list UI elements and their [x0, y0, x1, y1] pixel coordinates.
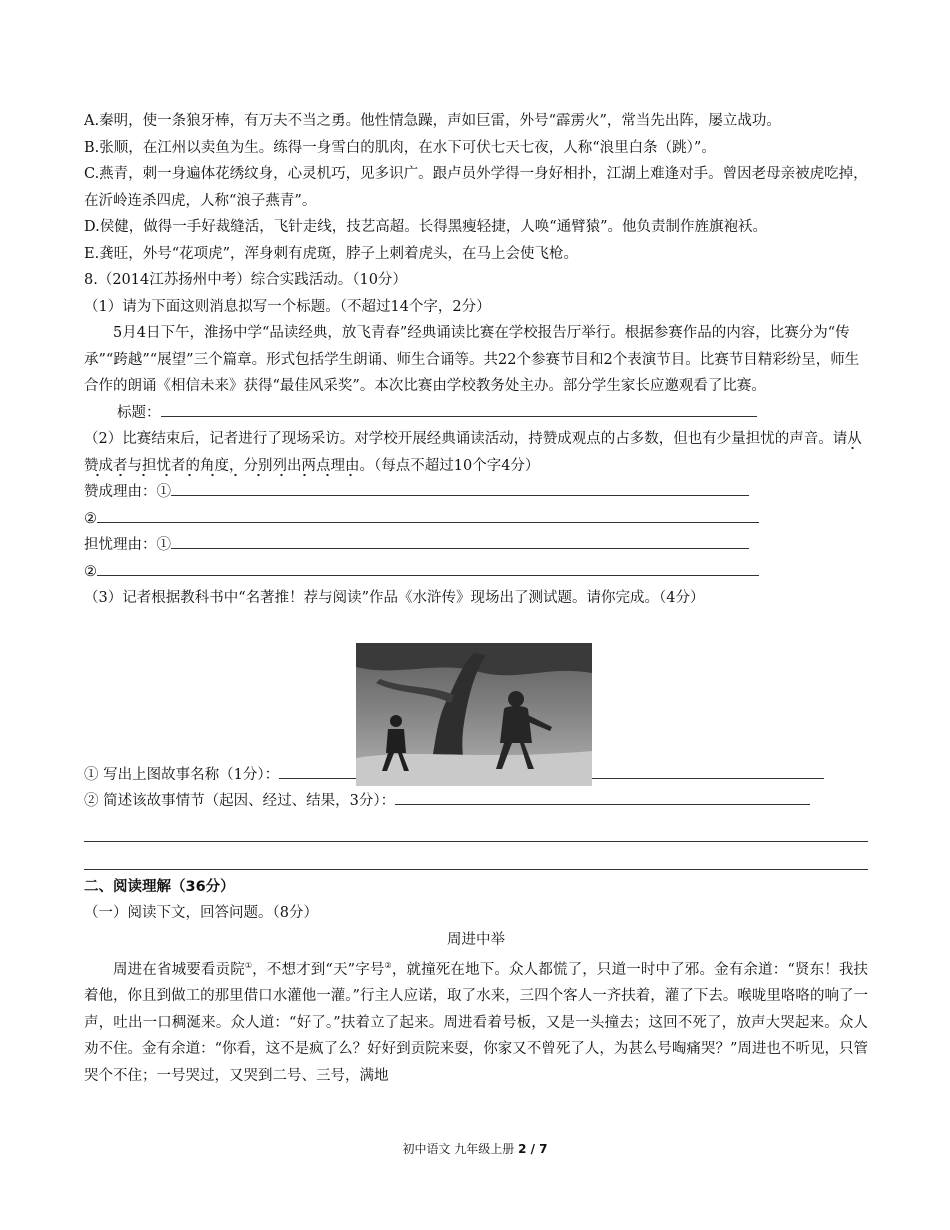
question-8-part2-prompt	[84, 426, 868, 479]
worry-label: 担忧理由：①	[84, 537, 171, 553]
worry-num-2: ②	[84, 563, 97, 580]
worry-reason-1-row	[84, 532, 868, 559]
question-8-title: 8.（2014江苏扬州中考）综合实践活动。（10分）	[84, 272, 407, 288]
support-reason-2-blank[interactable]	[97, 507, 759, 523]
option-c: C.燕青，刺一身遍体花绣纹身，心灵机巧，见多识广。跟卢员外学得一身好相扑，江湖上难逢对手。曾因老母亲被虎吃掉，在沂岭连杀四虎，人称“浪子燕青”。	[84, 166, 868, 209]
passage-paragraph	[84, 953, 868, 1089]
story-plot-line-2[interactable]	[84, 815, 868, 843]
part2-prompt-tail: 。（每点不超过10个字4分）	[359, 457, 540, 474]
support-label: 赞成理由：①	[84, 484, 171, 500]
story-name-label: ① 写出上图故事名称（1分）：	[84, 766, 280, 783]
news-passage: 5月4日下午，淮扬中学“品读经典，放飞青春”经典诵读比赛在学校报告厅举行。根据参赛作品的内容，比赛分为“传承”“跨越”“展望”三个篇章。形式包括学生朗诵、师生合诵等。共22个参赛节目和2个表演节目。比赛节目精彩纷呈，师生合作的朗诵《相信未来》获得“最佳风采奖”。本次比赛由学校教务处主办。部分学生家长应邀观看了比赛。	[84, 325, 860, 394]
worry-reason-2-blank[interactable]	[97, 560, 759, 576]
title-answer-blank[interactable]	[161, 401, 757, 417]
passage-text-1: 周进在省城要看贡院	[113, 961, 245, 978]
section-2-heading: 二、阅读理解（36分）	[84, 878, 235, 895]
part2-emphasis-text: 请从赞成者与担忧者的角度，分别列出两点理由	[84, 431, 862, 478]
page-number: 2 / 7	[518, 1142, 548, 1156]
option-d: D.侯健，做得一手好裁缝活，飞针走线，技艺高超。长得黑瘦轻捷，人唤“通臂猿”。他负责制作旌旗袍袄。	[84, 219, 768, 235]
support-num-2: ②	[84, 510, 97, 527]
footnote-marker-2: ②	[384, 961, 392, 970]
story-plot-row	[84, 788, 868, 815]
passage-text-3: ，就撞死在地下。众人都慌了，只道一时中了邪。金有余道：“贤东！我扶着他，你且到做工的那里借口水灌他一灌。”行主人应诺，取了水来，三四个客人一齐扶着，灌了下去。喉咙里咯咯的响了一声，吐出一口稠涎来。众人道：“好了。”扶着立了起来。周进看着号板，又是一头撞去；这回不死了，放声大哭起来。众人劝不住。金有余道：“你看，这不是疯了么？好好到贡院来耍，你家又不曾死了人，为甚么号啕痛哭？”周进也不听见，只管哭个不住；一号哭过，又哭到二号、三号，满地	[84, 961, 869, 1084]
title-label: 标题：	[117, 404, 161, 421]
part2-prompt-text: （2）比赛结束后，记者进行了现场采访。对学校开展经典诵读活动，持赞成观点的占多数，但也有少量担忧的声音。	[84, 431, 833, 447]
tree-and-figures-illustration	[356, 643, 592, 786]
worry-reason-2-row	[84, 559, 868, 586]
passage-text-2: ，不想才到“天”字号	[252, 961, 385, 978]
title-answer-row	[84, 400, 868, 427]
support-reason-1-row	[84, 479, 868, 506]
page-footer	[0, 1140, 950, 1157]
worry-reason-1-blank[interactable]	[171, 533, 749, 549]
document-page	[84, 108, 868, 1089]
support-reason-2-row	[84, 506, 868, 533]
footnote-marker-1: ①	[244, 961, 253, 970]
option-a: A.秦明，使一条狼牙棒，有万夫不当之勇。他性情急躁，声如巨雷，外号“霹雳火”，常当先出阵，屡立战功。	[84, 113, 781, 129]
passage-title: 周进中举	[447, 931, 505, 948]
footer-text: 初中语文 九年级上册	[402, 1142, 519, 1156]
story-plot-line-3[interactable]	[84, 842, 868, 870]
option-b: B.张顺，在江州以卖鱼为生。练得一身雪白的肌肉，在水下可伏七天七夜，人称“浪里白条（跳）”。	[84, 139, 716, 156]
option-e: E.龚旺，外号“花项虎”，浑身刺有虎斑，脖子上刺着虎头，在马上会使飞枪。	[84, 245, 579, 262]
support-reason-1-blank[interactable]	[171, 480, 749, 496]
section-2-subheading: （一）阅读下文，回答问题。（8分）	[84, 905, 318, 921]
story-plot-label: ② 简述该故事情节（起因、经过、结果，3分）：	[84, 793, 396, 809]
story-plot-blank[interactable]	[395, 789, 810, 805]
question-8-part1-prompt: （1）请为下面这则消息拟写一个标题。（不超过14个字，2分）	[84, 298, 491, 315]
question-8-part3-prompt: （3）记者根据教科书中“名著推！荐与阅读”作品《水浒传》现场出了测试题。请你完成。（4分）	[84, 590, 705, 606]
